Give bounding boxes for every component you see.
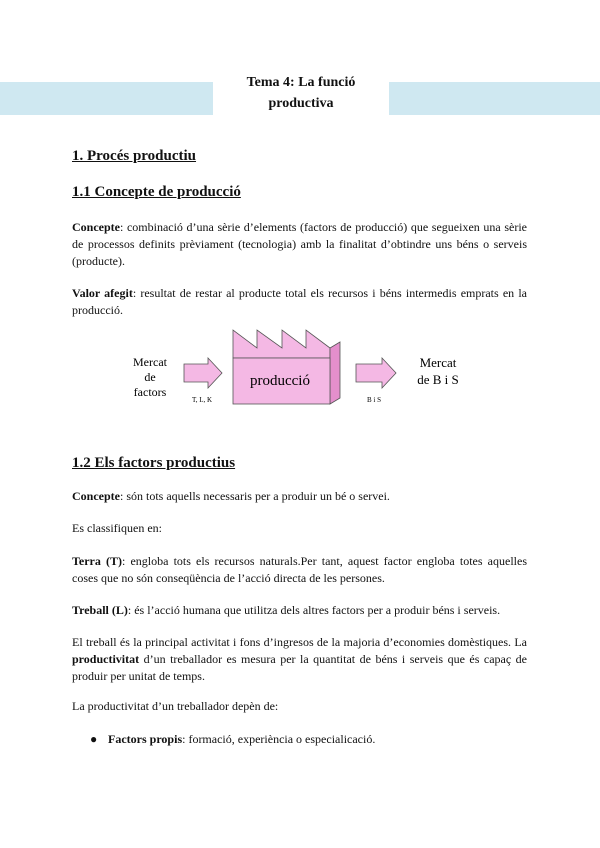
treball-text: : és l’acció humana que utilitza dels altres factors per a produir béns i serveis. — [127, 603, 501, 617]
classify-paragraph: Es classifiquen en: — [72, 521, 162, 535]
factory-label: producció — [250, 373, 310, 389]
title-line-1: Tema 4: La funció — [246, 75, 356, 90]
valor-afegit-paragraph — [72, 285, 527, 319]
terra-text: : engloba tots els recursos naturals.Per tant, aquest factor engloba totes aquelles coses que no són conseqüència de l’acció directa de les persones. — [72, 554, 527, 585]
document-title — [213, 72, 389, 114]
productivitat-bold: productivitat — [72, 652, 140, 666]
factors-concepte-paragraph — [72, 488, 527, 505]
treball-label: Treball (L) — [72, 603, 128, 617]
header-band-right — [389, 82, 600, 115]
valor-afegit-label: Valor afegit — [72, 286, 133, 300]
terra-label: Terra (T) — [72, 554, 123, 568]
factors-concepte-text: : són tots aquells necessaris per a produir un bé o servei. — [120, 489, 390, 503]
concepte-label: Concepte — [72, 220, 120, 234]
section-1-heading: 1. Procés productiu — [72, 148, 197, 164]
input-market-line-2: de — [144, 370, 156, 384]
output-arrow — [356, 358, 396, 388]
bullet-icon: ● — [90, 732, 98, 746]
title-line-2: productiva — [268, 96, 334, 111]
header-band-left — [0, 82, 213, 115]
input-market-line-3: factors — [133, 385, 167, 399]
production-diagram — [120, 322, 490, 412]
output-market-line-2: de B i S — [417, 372, 459, 387]
treball-paragraph — [72, 602, 527, 619]
output-market-line-1: Mercat — [419, 355, 457, 370]
output-arrow-label: B i S — [366, 396, 382, 404]
depends-paragraph: La productivitat d’un treballador depèn de: — [72, 699, 279, 713]
valor-afegit-text: : resultat de restar al producte total els recursos i béns intermedis emprats en la producció. — [72, 286, 527, 317]
input-arrow — [184, 358, 222, 388]
input-arrow-label: T, L, K — [191, 396, 213, 404]
concepte-paragraph — [72, 219, 527, 270]
section-1-1-heading: 1.1 Concepte de producció — [72, 184, 241, 200]
terra-paragraph — [72, 553, 527, 587]
factory-icon — [233, 330, 340, 404]
bullet-text: : formació, experiència o especialicació. — [182, 732, 376, 746]
list-item — [90, 731, 375, 748]
section-1-2-heading: 1.2 Els factors productius — [72, 455, 236, 471]
bullet-label: Factors propis — [108, 732, 183, 746]
input-market-line-1: Mercat — [133, 355, 167, 369]
productivitat-text-a: El treball és la principal activitat i fons d’ingresos de la majoria d’economies domèstiques. La — [72, 635, 527, 649]
concepte-text: : combinació d’una sèrie d’elements (factors de producció) que segueixen una sèrie de processos definits prèviament (tecnologia) amb la finalitat d’obtindre uns béns o serveis (producte). — [72, 220, 527, 268]
productivitat-paragraph — [72, 634, 527, 685]
productivitat-text-b: d’un treballador es mesura per la quantitat de béns i serveis que és capaç de produir per unitat de temps. — [72, 652, 527, 683]
factors-concepte-label: Concepte — [72, 489, 120, 503]
